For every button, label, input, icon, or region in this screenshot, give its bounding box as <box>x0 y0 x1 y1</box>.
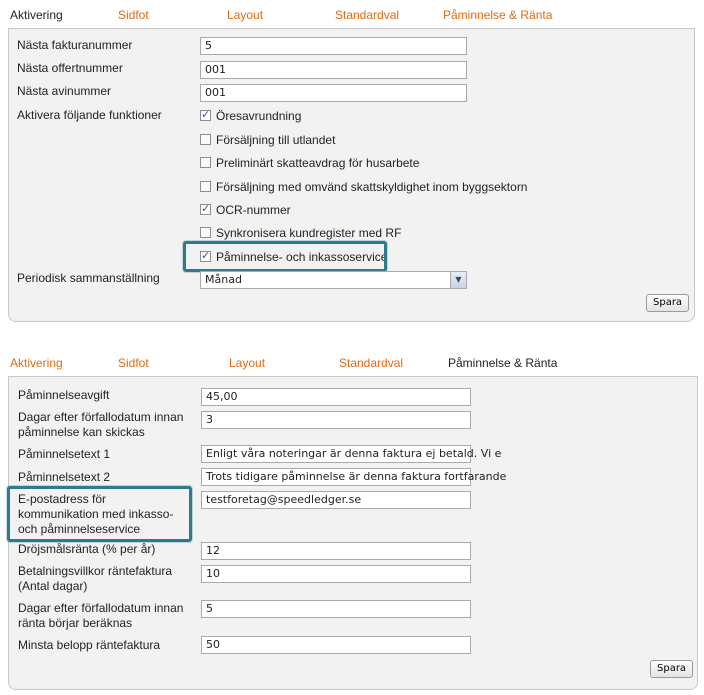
checkbox-label: Synkronisera kundregister med RF <box>216 226 402 240</box>
top-tab-aktivering[interactable]: Aktivering <box>10 8 63 22</box>
betalningsvillkor-label: Betalningsvillkor räntefaktura (Antal dagar) <box>18 564 173 593</box>
paminnelsetext2-label: Påminnelsetext 2 <box>18 470 111 484</box>
check-icon <box>200 110 211 121</box>
chevron-down-icon[interactable]: ▼ <box>450 272 466 288</box>
highlight-epost <box>7 486 192 542</box>
faktura-label: Nästa fakturanummer <box>17 38 133 52</box>
checkbox-box <box>200 227 211 238</box>
checkbox-skatteavdrag-husarbete[interactable] <box>200 156 419 172</box>
bottom-tab-sidfot[interactable]: Sidfot <box>118 356 149 370</box>
periodisk-label: Periodisk sammanställning <box>17 271 160 285</box>
checkbox-label: Preliminärt skatteavdrag för husarbete <box>216 156 420 170</box>
checkbox-synkronisera-kundregister[interactable] <box>200 226 401 242</box>
dagar-paminnelse-label: Dagar efter förfallodatum innan påminnelse kan skickas <box>18 410 184 439</box>
top-tab-bar <box>0 8 704 28</box>
highlight-inkassoservice <box>183 241 387 272</box>
checkbox-box <box>200 134 211 145</box>
dagar-paminnelse-input[interactable]: 3 <box>201 411 471 429</box>
epost-input[interactable]: testforetag@speedledger.se <box>201 491 471 509</box>
paminnelseavgift-input[interactable]: 45,00 <box>201 388 471 406</box>
faktura-input[interactable]: 5 <box>200 37 467 55</box>
funktioner-label: Aktivera följande funktioner <box>17 108 162 122</box>
checkbox-label: Försäljning med omvänd skattskyldighet inom byggsektorn <box>216 180 528 194</box>
top-tab-standardval[interactable]: Standardval <box>335 8 400 22</box>
bottom-tab-aktivering[interactable]: Aktivering <box>10 356 63 370</box>
checkbox-forsaljning-utlandet[interactable] <box>200 133 335 149</box>
paminnelsetext1-label: Påminnelsetext 1 <box>18 447 111 461</box>
paminnelsetext2-input[interactable]: Trots tidigare påminnelse är denna faktura fortfarande <box>201 468 471 486</box>
top-tab-layout[interactable]: Layout <box>227 8 264 22</box>
checkbox-label: Påminnelse- och inkassoservice <box>216 250 388 264</box>
avi-input[interactable]: 001 <box>200 84 467 102</box>
top-tab-sidfot[interactable]: Sidfot <box>118 8 149 22</box>
epost-label: E-postadress för kommunikation med inkasso- och påminnelseservice <box>18 492 174 536</box>
top-tab-paminnelse[interactable]: Påminnelse & Ränta <box>443 8 553 22</box>
offert-label: Nästa offertnummer <box>17 61 123 75</box>
paminnelsetext1-input[interactable]: Enligt våra noteringar är denna faktura ej betald. Vi e <box>201 445 471 463</box>
bottom-tab-paminnelse[interactable]: Påminnelse & Ränta <box>448 356 558 370</box>
top-save-button[interactable]: Spara <box>646 294 689 312</box>
minsta-belopp-label: Minsta belopp räntefaktura <box>18 638 161 652</box>
offert-input[interactable]: 001 <box>200 61 467 79</box>
checkbox-label: OCR-nummer <box>216 203 291 217</box>
checkbox-oresavrundning[interactable] <box>200 109 301 125</box>
betalningsvillkor-input[interactable]: 10 <box>201 565 471 583</box>
checkbox-omvand-skattskyldighet[interactable] <box>200 180 527 196</box>
dagar-ranta-label: Dagar efter förfallodatum innan ränta börjar beräknas <box>18 601 184 630</box>
minsta-belopp-input[interactable]: 50 <box>201 636 471 654</box>
drojsmalsranta-input[interactable]: 12 <box>201 542 471 560</box>
bottom-tab-layout[interactable]: Layout <box>229 356 266 370</box>
checkbox-box <box>200 181 211 192</box>
checkbox-box <box>200 157 211 168</box>
dagar-ranta-input[interactable]: 5 <box>201 600 471 618</box>
paminnelseavgift-label: Påminnelseavgift <box>18 388 110 402</box>
check-icon <box>200 204 211 215</box>
periodisk-select[interactable] <box>200 271 467 289</box>
bottom-save-button[interactable]: Spara <box>650 660 693 678</box>
checkbox-label: Försäljning till utlandet <box>216 133 336 147</box>
bottom-tab-bar <box>0 356 704 376</box>
periodisk-value: Månad <box>205 273 242 286</box>
drojsmalsranta-label: Dröjsmålsränta (% per år) <box>18 542 156 556</box>
checkbox-ocr-nummer[interactable] <box>200 203 291 219</box>
bottom-tab-standardval[interactable]: Standardval <box>339 356 404 370</box>
checkbox-label: Öresavrundning <box>216 109 302 123</box>
avi-label: Nästa avinummer <box>17 84 112 98</box>
